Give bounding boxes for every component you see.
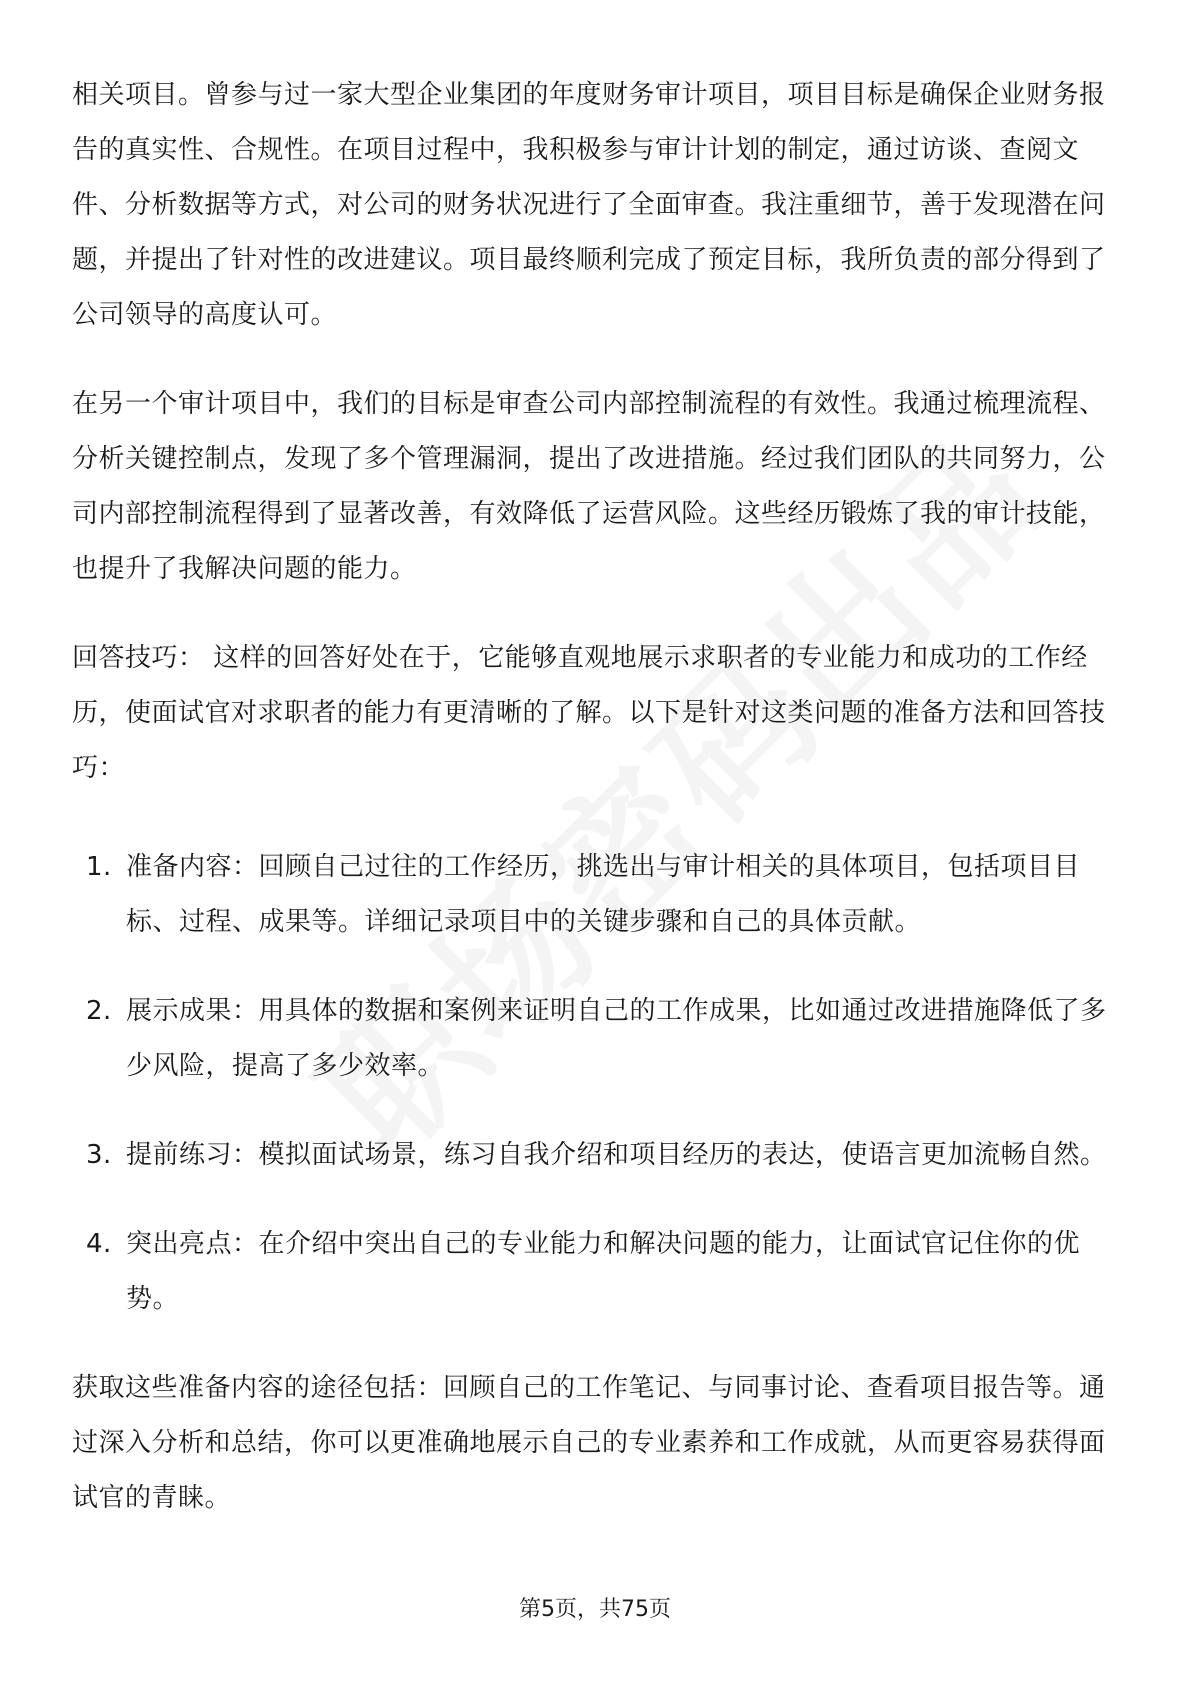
paragraph-closing: 获取这些准备内容的途径包括：回顾自己的工作笔记、与同事讨论、查看项目报告等。通过深入分析和总结，你可以更准确地展示自己的专业素养和工作成就，从而更容易获得面试官的青睐。: [72, 1373, 1106, 1513]
list-item: [72, 840, 1120, 950]
list-item-text: 准备内容：回顾自己过往的工作经历，挑选出与审计相关的具体项目，包括项目目标、过程、成果等。详细记录项目中的关键步骤和自己的具体贡献。: [126, 852, 1081, 937]
list-item: [72, 1217, 1120, 1327]
paragraph-project-2: 在另一个审计项目中，我们的目标是审查公司内部控制流程的有效性。我通过梳理流程、分析关键控制点，发现了多个管理漏洞，提出了改进措施。经过我们团队的共同努力，公司内部控制流程得到了显著改善，有效降低了运营风险。这些经历锻炼了我的审计技能，也提升了我解决问题的能力。: [72, 389, 1106, 584]
list-number: 4.: [86, 1229, 112, 1259]
list-item: [72, 984, 1120, 1094]
list-item-text: 展示成果：用具体的数据和案例来证明自己的工作成果，比如通过改进措施降低了多少风险，提高了多少效率。: [126, 996, 1107, 1081]
tips-list: [72, 840, 1120, 1327]
page-footer: 第5页，共75页: [519, 1597, 671, 1622]
paragraph-answer-tips: 回答技巧： 这样的回答好处在于，它能够直观地展示求职者的专业能力和成功的工作经历，使面试官对求职者的能力有更清晰的了解。以下是针对这类问题的准备方法和回答技巧：: [72, 643, 1106, 783]
paragraph-project-1: 相关项目。曾参与过一家大型企业集团的年度财务审计项目，项目目标是确保企业财务报告的真实性、合规性。在项目过程中，我积极参与审计计划的制定，通过访谈、查阅文件、分析数据等方式，对公司的财务状况进行了全面审查。我注重细节，善于发现潜在问题，并提出了针对性的改进建议。项目最终顺利完成了预定目标，我所负责的部分得到了公司领导的高度认可。: [72, 80, 1106, 330]
list-item: [72, 1128, 1120, 1183]
list-item-text: 突出亮点：在介绍中突出自己的专业能力和解决问题的能力，让面试官记住你的优势。: [126, 1229, 1081, 1314]
document-body: [72, 68, 1120, 1560]
list-number: 1.: [86, 852, 112, 882]
list-number: 3.: [86, 1140, 112, 1170]
list-number: 2.: [86, 996, 112, 1026]
list-item-text: 提前练习：模拟面试场景，练习自我介绍和项目经历的表达，使语言更加流畅自然。: [126, 1140, 1107, 1170]
